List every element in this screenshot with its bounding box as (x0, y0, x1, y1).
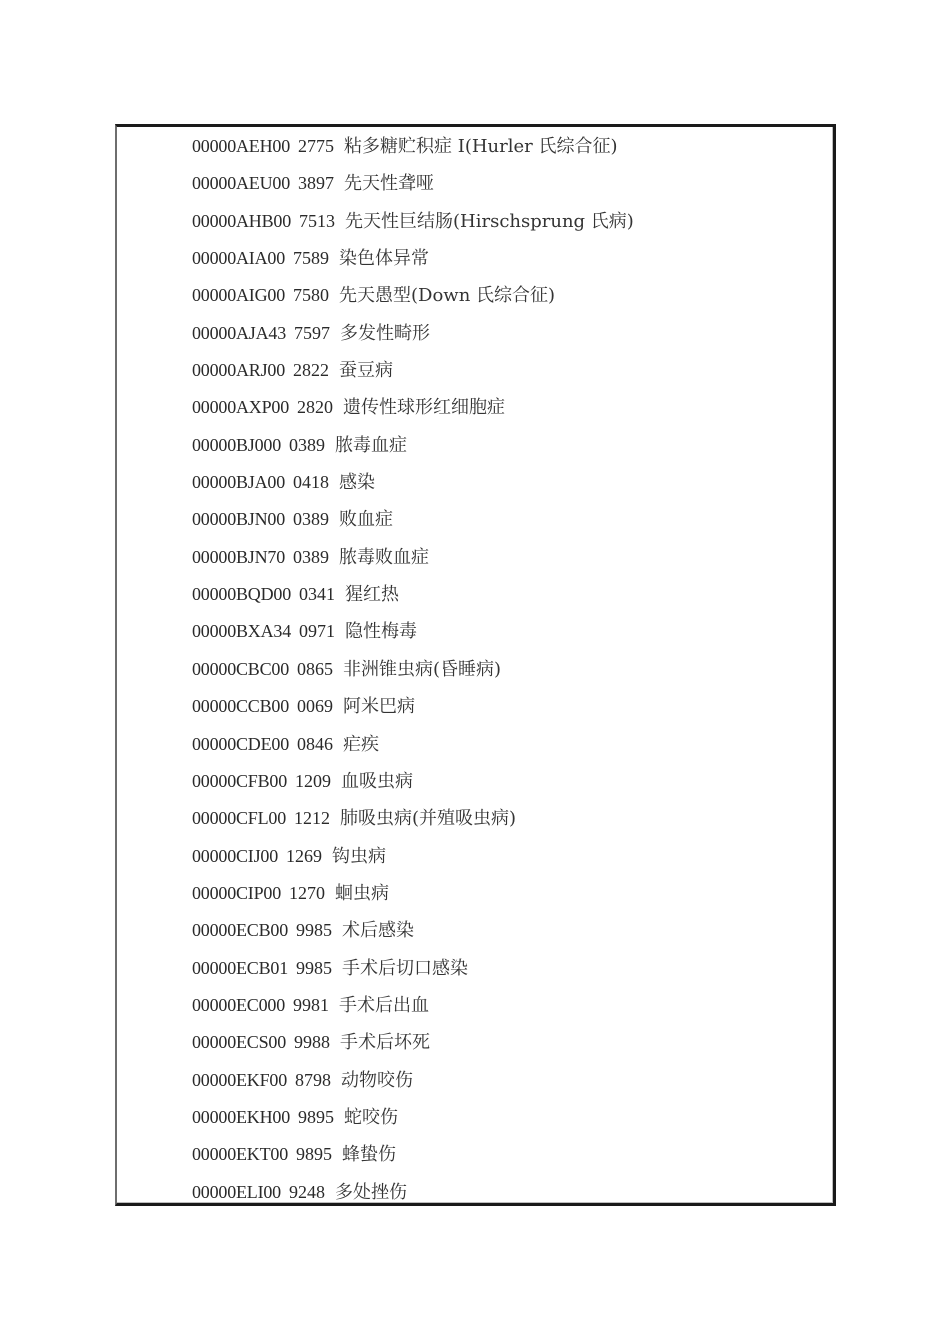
list-item (192, 131, 634, 168)
disease-code: 00000ELI00 (192, 1181, 281, 1202)
list-item (192, 878, 634, 915)
disease-name: 脓毒败血症 (339, 546, 430, 568)
list-item (192, 467, 634, 504)
disease-name: 遗传性球形红细胞症 (343, 397, 506, 419)
icd-code: 2820 (297, 397, 334, 418)
disease-code: 00000CFB00 (192, 770, 288, 791)
list-item (192, 355, 634, 392)
disease-code: 00000BJN70 (192, 546, 286, 567)
disease-code: 00000ECS00 (192, 1032, 287, 1053)
list-item (192, 990, 634, 1027)
disease-name: 先天性聋哑 (344, 173, 434, 195)
disease-name: 脓毒血症 (335, 434, 408, 456)
list-item (192, 1027, 634, 1064)
icd-code: 2822 (293, 360, 330, 381)
icd-code: 1269 (286, 845, 323, 866)
disease-code: 00000BJA00 (192, 472, 286, 493)
disease-name: 手术后切口感染 (342, 957, 469, 979)
icd-code: 1209 (295, 770, 332, 791)
list-item (192, 430, 634, 467)
icd-code: 1270 (289, 882, 326, 903)
disease-name: 手术后出血 (339, 994, 430, 1016)
disease-code: 00000CDE00 (192, 733, 290, 754)
list-item (192, 953, 634, 990)
disease-name: 隐性梅毒 (345, 621, 418, 643)
disease-code: 00000EC000 (192, 994, 286, 1015)
list-item (192, 803, 634, 840)
icd-code: 0389 (289, 434, 326, 455)
list-item (192, 1065, 634, 1102)
icd-code: 9985 (296, 957, 333, 978)
disease-name: 猩红热 (345, 584, 400, 606)
disease-name: 蜂蛰伤 (342, 1144, 396, 1166)
list-item (192, 392, 634, 429)
icd-code: 7513 (299, 210, 336, 231)
disease-code: 00000CIJ00 (192, 845, 279, 866)
disease-code: 00000AIG00 (192, 285, 285, 306)
disease-name: 感染 (339, 472, 376, 494)
disease-name: 血吸虫病 (341, 770, 414, 792)
disease-code: 00000EKF00 (192, 1069, 288, 1090)
icd-code: 8798 (295, 1069, 332, 1090)
list-item (192, 243, 634, 280)
list-item (192, 766, 634, 803)
disease-code: 00000ECB01 (192, 957, 289, 978)
list-item (192, 729, 634, 766)
list-item (192, 841, 634, 878)
icd-code: 0069 (297, 696, 334, 717)
disease-name: 蚕豆病 (339, 360, 394, 382)
icd-code: 0341 (299, 584, 336, 605)
disease-code: 00000EKH00 (192, 1106, 290, 1127)
disease-code: 00000AXP00 (192, 397, 290, 418)
disease-code: 00000AHB00 (192, 210, 292, 231)
disease-name: 肺吸虫病(并殖吸虫病) (340, 808, 517, 830)
icd-code: 9895 (298, 1106, 334, 1127)
list-item (192, 1139, 634, 1176)
list-item (192, 504, 634, 541)
disease-name: 手术后坏死 (340, 1032, 431, 1054)
disease-code: 00000BQD00 (192, 584, 292, 605)
disease-code: 00000BJ000 (192, 434, 282, 455)
icd-code: 7589 (293, 248, 329, 269)
disease-name: 粘多糖贮积症 I(Hurler 氏综合征) (344, 136, 618, 157)
disease-code: 00000CFL00 (192, 808, 287, 829)
icd-code: 9248 (289, 1181, 325, 1202)
list-item (192, 616, 634, 653)
icd-code: 0418 (293, 472, 330, 493)
disease-code: 00000CBC00 (192, 658, 290, 679)
disease-code: 00000BJN00 (192, 509, 286, 530)
list-item (192, 654, 634, 691)
list-item (192, 168, 634, 205)
disease-name: 阿米巴病 (343, 696, 416, 718)
disease-code: 00000BXA34 (192, 621, 292, 642)
list-item (192, 915, 634, 952)
disease-name: 蛇咬伤 (344, 1106, 398, 1128)
disease-name: 先天愚型(Down 氏综合征) (339, 285, 556, 307)
icd-code: 0971 (299, 621, 336, 642)
disease-code-list (192, 131, 634, 1214)
disease-name: 疟疾 (343, 733, 380, 755)
document-table-box (115, 124, 836, 1206)
icd-code: 9895 (296, 1144, 332, 1165)
list-item (192, 579, 634, 616)
disease-name: 蛔虫病 (335, 882, 390, 904)
disease-name: 钩虫病 (332, 845, 387, 867)
disease-name: 多发性畸形 (340, 322, 431, 344)
icd-code: 2775 (298, 136, 334, 156)
disease-code: 00000AEH00 (192, 136, 290, 156)
list-item (192, 280, 634, 317)
icd-code: 9981 (293, 994, 330, 1015)
list-item (192, 206, 634, 243)
list-item (192, 1177, 634, 1214)
icd-code: 9985 (296, 920, 333, 941)
list-item (192, 1102, 634, 1139)
icd-code: 9988 (294, 1032, 331, 1053)
disease-name: 动物咬伤 (341, 1069, 414, 1091)
disease-name: 先天性巨结肠(Hirschsprung 氏病) (345, 210, 634, 232)
list-item (192, 318, 634, 355)
disease-code: 00000ARJ00 (192, 360, 286, 381)
icd-code: 0865 (297, 658, 334, 679)
disease-code: 00000AEU00 (192, 173, 290, 194)
icd-code: 7580 (293, 285, 329, 306)
disease-code: 00000CCB00 (192, 696, 290, 717)
disease-name: 败血症 (339, 509, 394, 531)
list-item (192, 542, 634, 579)
disease-name: 多处挫伤 (335, 1181, 407, 1203)
icd-code: 7597 (294, 322, 331, 343)
disease-name: 染色体异常 (339, 248, 429, 270)
disease-name: 非洲锥虫病(昏睡病) (343, 658, 502, 680)
disease-code: 00000AJA43 (192, 322, 287, 343)
icd-code: 0389 (293, 546, 330, 567)
disease-code: 00000EKT00 (192, 1144, 288, 1165)
list-item (192, 691, 634, 728)
icd-code: 0846 (297, 733, 334, 754)
icd-code: 3897 (298, 173, 334, 194)
disease-name: 术后感染 (342, 920, 415, 942)
disease-code: 00000CIP00 (192, 882, 282, 903)
disease-code: 00000AIA00 (192, 248, 285, 269)
icd-code: 0389 (293, 509, 330, 530)
disease-code: 00000ECB00 (192, 920, 289, 941)
icd-code: 1212 (294, 808, 331, 829)
